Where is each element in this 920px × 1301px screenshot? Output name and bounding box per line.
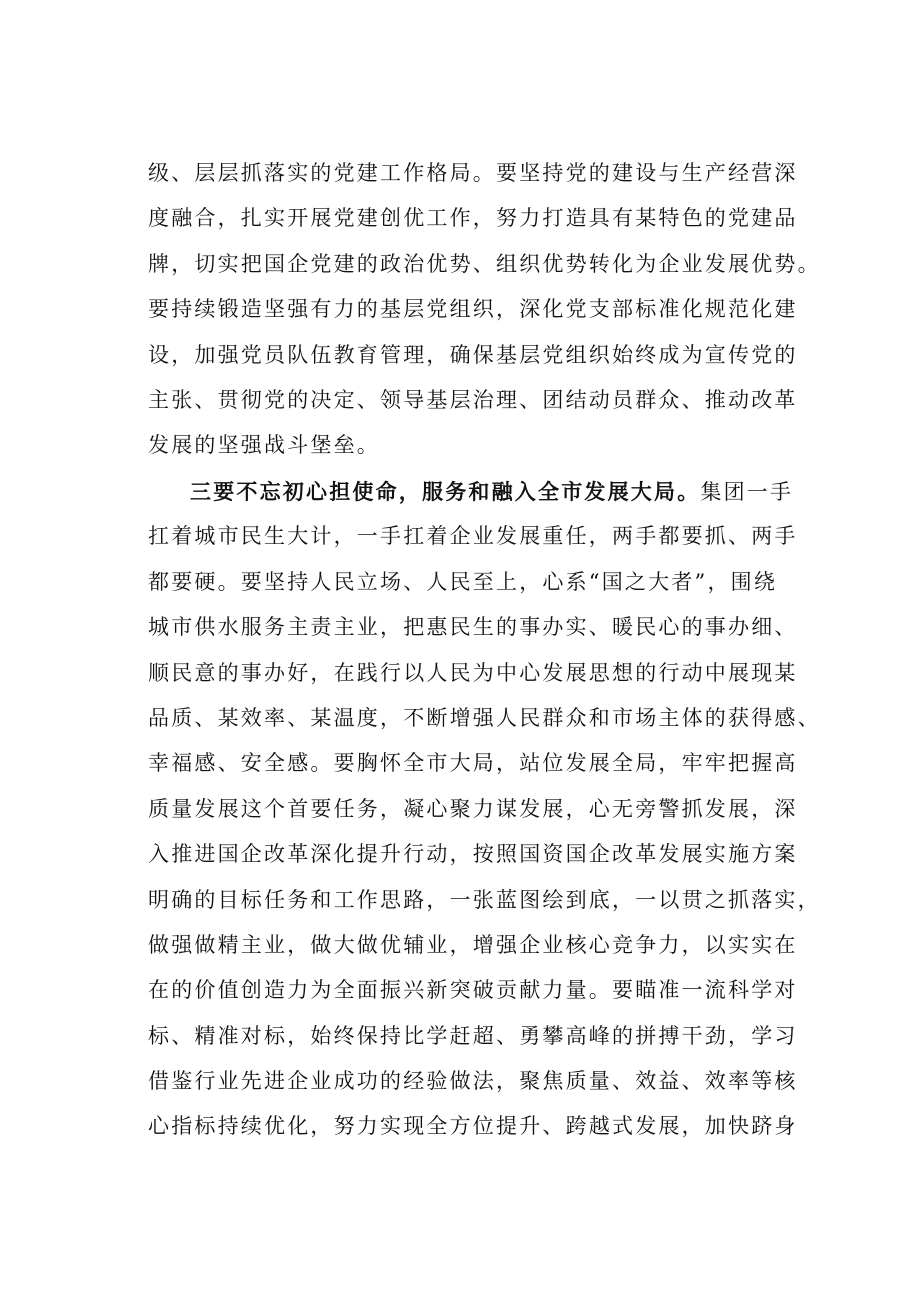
text-line: 心指标持续优化，努力实现全方位提升、跨越式发展，加快跻身 — [148, 1114, 798, 1139]
text-line: 设，加强党员队伍教育管理，确保基层党组织始终成为宣传党的 — [148, 342, 798, 367]
text-line: 品质、某效率、某温度，不断增强人民群众和市场主体的获得感、 — [148, 705, 821, 730]
text-line: 主张、贯彻党的决定、领导基层治理、团结动员群众、推动改革 — [148, 387, 798, 412]
text-line: 城市供水服务主责主业，把惠民生的事办实、暖民心的事办细、 — [148, 615, 798, 640]
text-line: 做强做精主业，做大做优辅业，增强企业核心竞争力，以实实在 — [148, 932, 798, 957]
text-line: 幸福感、安全感。要胸怀全市大局，站位发展全局，牢牢把握高 — [148, 751, 798, 776]
text-line: 牌，切实把国企党建的政治优势、组织优势转化为企业发展优势。 — [148, 251, 821, 276]
text-line: 扛着城市民生大计，一手扛着企业发展重任，两手都要抓、两手 — [148, 524, 798, 549]
text-line: 明确的目标任务和工作思路，一张蓝图绘到底，一以贯之抓落实， — [148, 887, 821, 912]
text-line: 度融合，扎实开展党建创优工作，努力打造具有某特色的党建品 — [148, 206, 798, 231]
text-line: 入推进国企改革深化提升行动，按照国资国企改革发展实施方案 — [148, 842, 798, 867]
text-line: 要持续锻造坚强有力的基层党组织，深化党支部标准化规范化建 — [148, 297, 798, 322]
text-line: 顺民意的事办好，在践行以人民为中心发展思想的行动中展现某 — [148, 660, 798, 685]
text-line: 都要硬。要坚持人民立场、人民至上，心系“国之大者”，围绕 — [148, 569, 778, 594]
section-lead-heading: 三要不忘初心担使命，服务和融入全市发展大局。 — [190, 479, 701, 504]
paragraph-1 — [148, 151, 828, 469]
first-line-rest: 集团一手 — [700, 480, 794, 504]
paragraph-first-line — [148, 469, 828, 514]
text-line: 级、层层抓落实的党建工作格局。要坚持党的建设与生产经营深 — [148, 161, 798, 185]
text-line: 质量发展这个首要任务，凝心聚力谋发展，心无旁警抓发展，深 — [148, 796, 798, 821]
paragraph-2 — [148, 469, 828, 1150]
text-line: 借鉴行业先进企业成功的经验做法，聚焦质量、效益、效率等核 — [148, 1069, 798, 1094]
text-line: 标、精准对标，始终保持比学赶超、勇攀高峰的拼搏干劲，学习 — [148, 1023, 798, 1048]
text-line: 在的价值创造力为全面振兴新突破贡献力量。要瞄准一流科学对 — [148, 978, 798, 1003]
text-line: 发展的坚强战斗堡垒。 — [148, 433, 380, 458]
